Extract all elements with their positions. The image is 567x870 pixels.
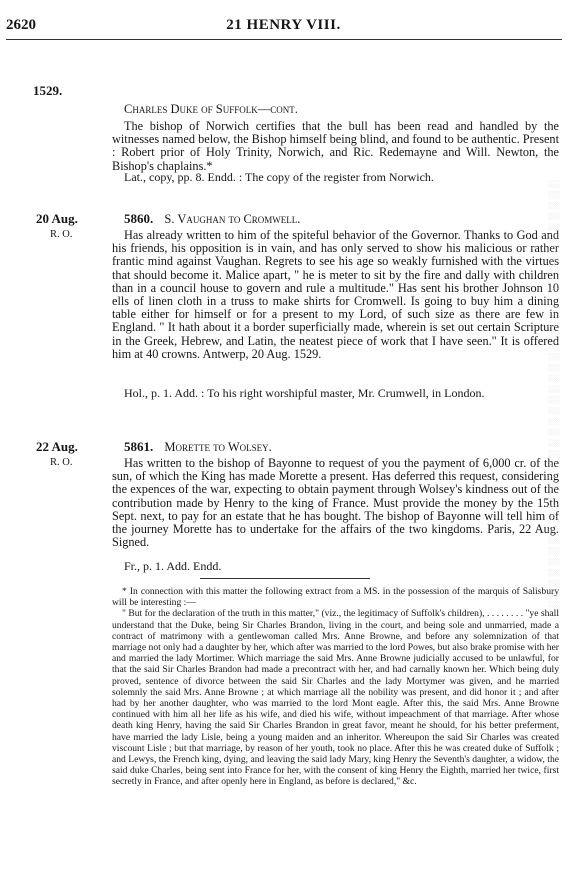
entry-cont-text: The bishop of Norwich certifies that the bull has been read and handled by the witnesses named below, the Bishop himself being blind, and found to be authentic. Present : Robert prior of Holy Trinity, Norwich, and Ric. Redemayne and Will. Newton, the Bishop's chaplains.* (112, 119, 559, 173)
entry-5861-heading-line (124, 439, 559, 455)
entry-5860-heading-line (124, 211, 559, 227)
header-rule (6, 39, 562, 40)
footnote-intro: * In connection with this matter the following extract from a MS. in the possession of the marquis of Salisbury will be interesting :— (112, 586, 559, 609)
entry-5860-text: Has already written to him of the spiteful behavior of the Governor. Thanks to God and his friends, his opposition is in vain, and has only served to show his malicious or rather frantic mind against Vaughan. Regrets to see his age so weakly furnished with the virtues that should become it. Malice apart, " he is meter to sit by the fire and dally with children than in a council house to govern and rule a multitude." Has sent his brother Johnson 10 ells of linen cloth in a truss to make shirts for Cromwell. Is going to buy him a dining table either for himself or for a present to my Lord, of such size as there are few in England. " It hath about it a border superficially made, wherein is set out certain Scripture in the Greek, Hebrew, and Latin, the neatest piece of work that I have seen." It is offered him at 40 crowns. Antwerp, 20 Aug. 1529. (112, 228, 559, 361)
entry-5861-text: Has written to the bishop of Bayonne to request of you the payment of 6,000 cr. of the sun, of which the King has made Morette a present. Has deferred this request, considering the expences of the war, expecting to obtain payment through Wolsey's kindness out of the contribution made by Henry to the king of France. Must provide the money by the 15th Sept. next, to pay for an estate that he has bought. The bishop of Bayonne will tell him of the journey Morette has to undertake for the affairs of the two kingdoms. Paris, 22 Aug. Signed. (112, 456, 559, 550)
footnote-quote: " But for the declaration of the truth in this matter," (viz., the legitimacy of Suffolk's children), . . . . . . . . "ye shall understand that the Duke, being Sir Charles Brandon, living in the court, and being sole and unmarried, made a contract of matrimony with a gentlewoman called Mrs. Anne Browne, and before any solemnization of that marriage not only had a daughter by her, which after was married to the lord Powes, but also brake promise with her and married the lady Mortimer. Which marriage the said Mrs. Anne Browne judicially accused to be unlawful, for that the said Sir Charles Brandon had made a precontract with her, and had carnally known her. Which being duly proved, sentence of divorce between the said Sir Charles and the lady Mortymer was given, and he married solemnly the said Mrs. Anne Browne ; at which marriage all the nobility was present, and did honor it ; and after had by her another daughter, who was married to the lord Mont eagle. After this, the said Mrs. Anne Browne continued with him all her life as his wife, and died his wife, without impeachment of that marriage. After whose death king Henry, having the said Sir Charles Brandon in great favor, meant he should, for his better preferment, have married the lady Lisle, being a young maiden and an inheritor. Whereupon the said Sir Charles was created viscount Lisle ; but that marriage, by reason of her youth, took no place. After this he was created duke of Suffolk ; and Lewys, the French king, dying, and leaving the said lady Mary, king Henry the Seventh's daughter, a widow, the said duke Charles, being sent into France for her, with the consent of king Henry the Eighth, married her twice, first secretly in France, and after openly here in England, as before is declared," &c. (112, 608, 559, 788)
entry-5860-ref: R. O. (50, 229, 73, 240)
page-number: 2620 (6, 17, 36, 33)
entry-5860-meta: Hol., p. 1. Add. : To his right worshipful master, Mr. Crumwell, in London. (124, 386, 485, 400)
entry-5861-date: 22 Aug. (36, 439, 78, 454)
entry-5861-meta: Fr., p. 1. Add. Endd. (124, 559, 222, 573)
entry-5861-heading: Morette to Wolsey. (164, 440, 272, 454)
entry-cont-heading: Charles Duke of Suffolk—cont. (124, 102, 298, 116)
entry-5861-ref: R. O. (50, 457, 73, 468)
running-title: 21 HENRY VIII. (226, 17, 341, 33)
footnote-rule (200, 578, 370, 579)
entry-5860-date: 20 Aug. (36, 211, 78, 226)
footnote (112, 586, 559, 788)
entry-5860-heading: S. Vaughan to Cromwell. (164, 212, 301, 226)
margin-year: 1529. (33, 83, 63, 98)
entry-5861-number: 5861. (124, 439, 154, 454)
watermark-strip: ░░░░░░░░░░░░░░░░░░░░░░░░░░░░░░░░░░░░░░░░ (548, 180, 560, 612)
entry-cont-meta: Lat., copy, pp. 8. Endd. : The copy of the register from Norwich. (124, 170, 434, 184)
entry-5860-number: 5860. (124, 211, 154, 226)
